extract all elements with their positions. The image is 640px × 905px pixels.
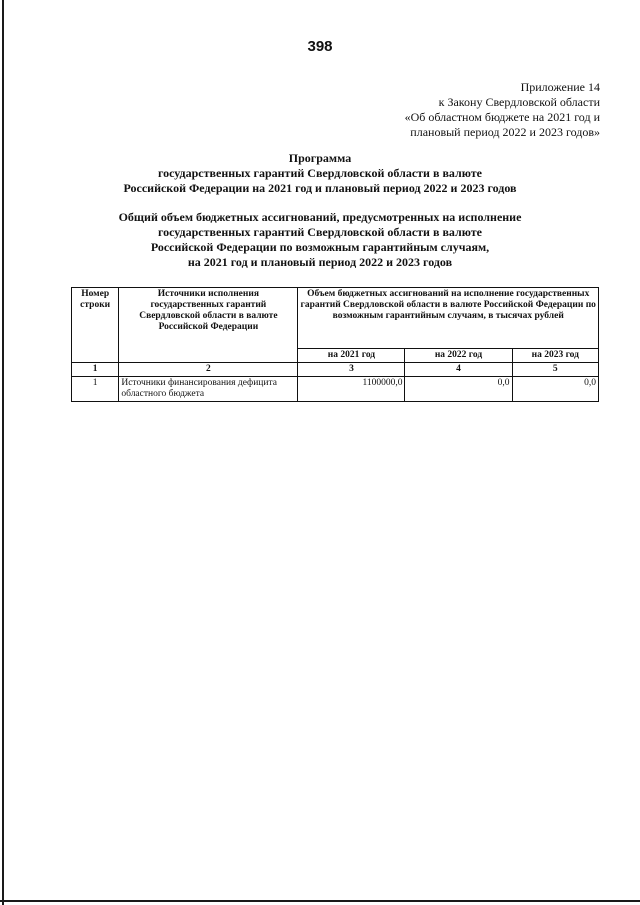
document-subtitle (40, 210, 600, 270)
header-row-number-line2: строки (80, 300, 111, 310)
title-line: Программа (288, 151, 352, 165)
value-2023-cell: 0,0 (512, 377, 598, 402)
title-line: государственных гарантий Свердловской области в валюте (157, 166, 482, 180)
column-number: 1 (72, 363, 119, 377)
subtitle-line: Российской Федерации по возможным гарантийным случаям, (150, 240, 490, 254)
table-row (72, 377, 599, 402)
source-cell: Источники финансирования дефицита областного бюджета (119, 377, 298, 402)
appendix-line: к Закону Свердловской области (438, 95, 600, 109)
title-line: Российской Федерации на 2021 год и плановый период 2022 и 2023 годов (123, 181, 517, 195)
appendix-line: плановый период 2022 и 2023 годов» (410, 125, 600, 139)
column-number: 4 (405, 363, 512, 377)
value-2021-cell: 1100000,0 (298, 377, 405, 402)
appendix-line: «Об областном бюджете на 2021 год и (404, 110, 600, 124)
scan-border-left (2, 0, 4, 905)
appendix-line: Приложение 14 (520, 80, 600, 94)
table-header-row (72, 288, 599, 349)
subtitle-line: на 2021 год и плановый период 2022 и 2023 годов (187, 255, 453, 269)
header-sources: Источники исполнения государственных гарантий Свердловской области в валюте Российской Федерации (119, 288, 298, 363)
column-number: 3 (298, 363, 405, 377)
budget-table (71, 287, 599, 402)
page-number: 398 (307, 38, 333, 55)
header-row-number (72, 288, 119, 363)
column-number: 5 (512, 363, 598, 377)
column-number-row (72, 363, 599, 377)
subtitle-line: государственных гарантий Свердловской области в валюте (157, 225, 482, 239)
header-year-2023: на 2023 год (512, 349, 598, 363)
subtitle-line: Общий объем бюджетных ассигнований, предусмотренных на исполнение (118, 210, 522, 224)
header-row-number-line1: Номер (81, 289, 110, 299)
row-number-cell: 1 (72, 377, 119, 402)
header-year-2022: на 2022 год (405, 349, 512, 363)
appendix-reference (340, 80, 600, 140)
header-year-2021: на 2021 год (298, 349, 405, 363)
value-2022-cell: 0,0 (405, 377, 512, 402)
document-title (40, 151, 600, 196)
column-number: 2 (119, 363, 298, 377)
scan-border-bottom (0, 900, 640, 902)
header-volume: Объем бюджетных ассигнований на исполнение государственных гарантий Свердловской области в валюте Российской Федерации по возможным гарантийным случаям, в тысячах рублей (298, 288, 599, 349)
